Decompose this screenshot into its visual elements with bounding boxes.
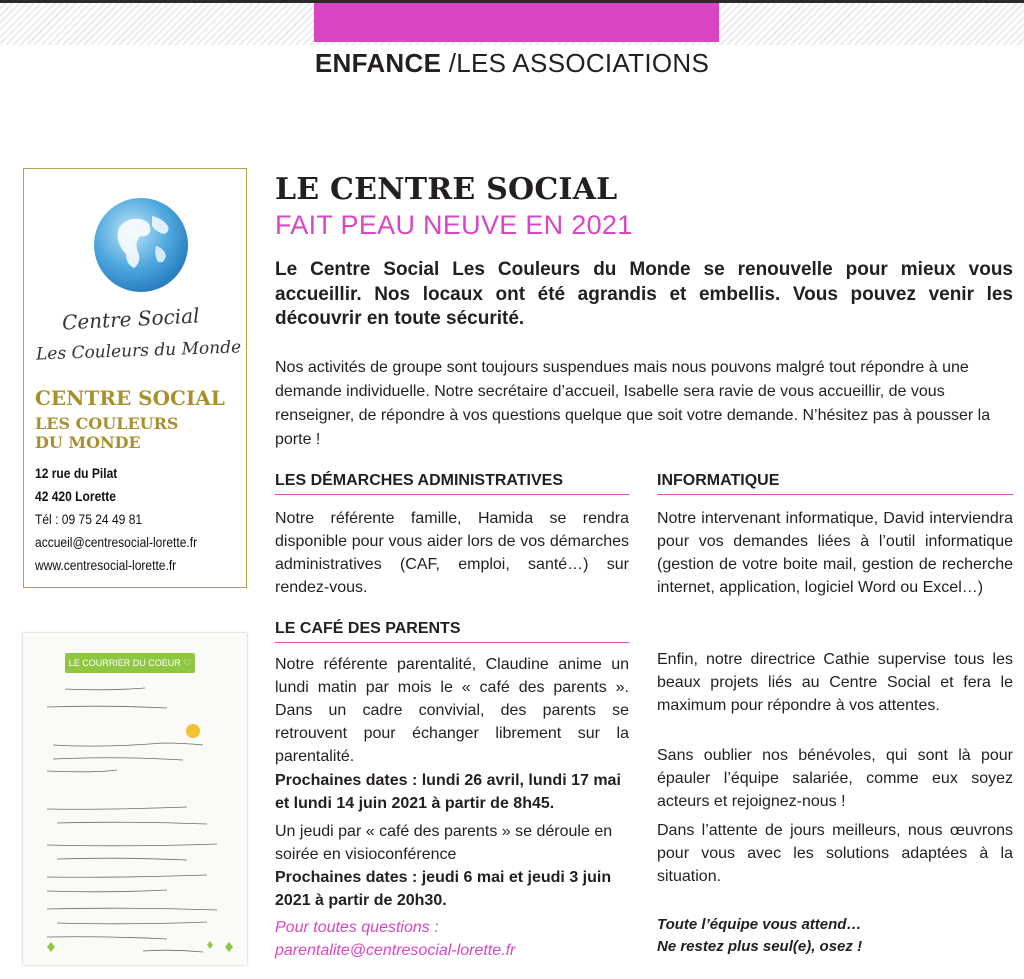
contact-details bbox=[35, 462, 197, 577]
questions-label: Pour toutes questions : bbox=[275, 919, 439, 936]
article-title: LE CENTRE SOCIAL bbox=[275, 172, 618, 207]
article-subtitle: FAIT PEAU NEUVE EN 2021 bbox=[275, 210, 633, 240]
website-link[interactable]: www.centresocial-lorette.fr bbox=[35, 557, 177, 573]
logo-script-line1: Centre Social bbox=[61, 303, 201, 335]
header-section: ENFANCE bbox=[314, 48, 442, 78]
card-title: CENTRE SOCIAL bbox=[35, 386, 225, 410]
logo-script-line2: Les Couleurs du Monde bbox=[35, 337, 242, 365]
signature-line1: Toute l’équipe vous attend… bbox=[657, 916, 862, 933]
article-intro: Nos activités de groupe sont toujours suspendues mais nous pouvons malgré tout répondre à une demande individuelle. Notre secrétaire d’accueil, Isabelle sera ravie de vous accueillir, de vous renseigner, de répondre à vos questions quelque que soit votre demande. N’hésitez pas à pousser la porte ! bbox=[275, 359, 991, 448]
header-subsection: /LES ASSOCIATIONS bbox=[448, 48, 710, 78]
page-header bbox=[0, 48, 1024, 79]
signature-line2: Ne restez plus seul(e), osez ! bbox=[657, 938, 863, 955]
cafe-visio-text: Un jeudi par « café des parents » se déroule en soirée en visioconférence bbox=[275, 823, 613, 863]
waiting-text: Dans l’attente de jours meilleurs, nous œuvrons pour vous avec les solutions adaptées à la situation. bbox=[657, 822, 1013, 885]
cafe-dates-monday: Prochaines dates : lundi 26 avril, lundi 17 mai et lundi 14 juin 2021 à partir de 8h45. bbox=[275, 772, 621, 812]
section-heading-admin: LES DÉMARCHES ADMINISTRATIVES bbox=[275, 472, 629, 495]
admin-text: Notre référente famille, Hamida se rendra disponible pour vous aider lors de vos démarches administratives (CAF, emploi, santé…) sur rendez-vous. bbox=[275, 510, 629, 596]
address-line1: 12 rue du Pilat bbox=[35, 465, 118, 481]
article-lead: Le Centre Social Les Couleurs du Monde se renouvelle pour mieux vous accueillir. Nos locaux ont été agrandis et embellis. Vous pouvez venir les découvrir en toute sécurité. bbox=[275, 259, 1013, 329]
volunteers-text: Sans oublier nos bénévoles, qui sont là pour épauler l’équipe salariée, comme eux soyez acteurs et rejoignez-nous ! bbox=[657, 747, 1013, 810]
section-heading-informatique: INFORMATIQUE bbox=[657, 472, 1013, 495]
card-subtitle-line2: DU MONDE bbox=[35, 433, 141, 452]
informatique-text: Notre intervenant informatique, David interviendra pour vos demandes liées à l’outil informatique (gestion de votre boite mail, gestion de recherche internet, application, logiciel Word ou Excel…) bbox=[657, 510, 1013, 596]
card-subtitle bbox=[35, 414, 178, 452]
contact-email[interactable]: accueil@centresocial-lorette.fr bbox=[35, 534, 198, 550]
handwritten-letter-image bbox=[23, 633, 247, 965]
card-subtitle-line1: LES COULEURS bbox=[35, 414, 179, 433]
globe-logo-icon bbox=[92, 196, 190, 294]
cafe-dates-thursday: Prochaines dates : jeudi 6 mai et jeudi 3 juin 2021 à partir de 20h30. bbox=[275, 869, 612, 909]
letter-banner: LE COURRIER DU COEUR ♡ bbox=[65, 653, 195, 673]
header-accent-bar bbox=[314, 3, 719, 42]
phone-number: Tél : 09 75 24 49 81 bbox=[35, 511, 143, 527]
parentalite-email-link[interactable]: parentalite@centresocial-lorette.fr bbox=[275, 942, 516, 959]
contact-card bbox=[23, 168, 247, 588]
section-heading-cafe: LE CAFÉ DES PARENTS bbox=[275, 620, 629, 643]
handwriting-scribbles bbox=[43, 685, 233, 955]
director-text: Enfin, notre directrice Cathie supervise tous les beaux projets liés au Centre Social et fera le maximum pour répondre à vos attentes. bbox=[657, 651, 1013, 714]
cafe-text: Notre référente parentalité, Claudine anime un lundi matin par mois le « café des parents ». Dans un cadre convivial, des parents se retrouvent pour échanger librement sur la parentalité. bbox=[275, 656, 629, 765]
address-line2: 42 420 Lorette bbox=[35, 488, 116, 504]
